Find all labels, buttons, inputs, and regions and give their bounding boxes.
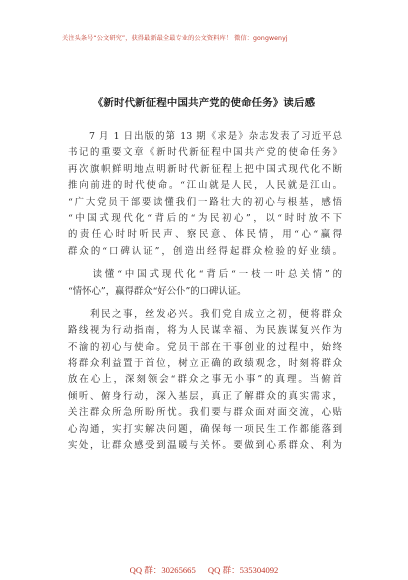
text-line: 7 月 1 日出版的第 13 期《求是》杂志发表了习近平总 (68, 131, 342, 142)
text-line: 群众的“口碑认证”，创造出经得起群众检验的好业绩。 (68, 245, 342, 257)
text-line: 的责任心时时听民声、察民意、体民情，用“心“赢得 (68, 229, 342, 241)
qq-group-1: QQ 群：30265665 (129, 565, 196, 575)
text-line: 书记的重要文章《新时代新征程中国共产党的使命任务》 (68, 147, 342, 159)
paragraph (68, 307, 342, 455)
text-line: 利民之事，丝发必兴。我们党自成立之初，便将群众 (68, 308, 342, 320)
text-line: 再次旗帜鲜明地点明新时代新征程上把中国式现代化不断 (68, 163, 342, 175)
text-line: 推向前进的时代使命。“江山就是人民，人民就是江山。 (68, 180, 342, 192)
paragraph (68, 267, 342, 300)
text-line: “中国式现代化“背后的“为民初心”，以“时时放不下 (68, 212, 342, 224)
text-line: 读懂“中国式现代化“背后“一枝一叶总关情”的 (68, 269, 342, 281)
document-title: 《新时代新征程中国共产党的使命任务》读后感 (92, 97, 316, 109)
text-line: 倾听、俯身行动，深入基层，真正了解群众的真实需求， (68, 390, 342, 402)
paragraph (68, 129, 342, 260)
text-line: “广大党员干部要读懂我们一路壮大的初心与根基，感悟 (68, 196, 342, 208)
text-line: 不渝的初心与使命。党员干部在干事创业的过程中，始终 (68, 341, 342, 353)
text-line: “情怀心”，赢得群众“好公仆”的口碑认证。 (68, 285, 247, 297)
document-body (68, 129, 342, 454)
text-line: 放在心上，深刻领会“群众之事无小事”的真理。当俯首 (68, 374, 342, 386)
text-line: 路线视为行动指南，将为人民谋幸福、为民族谋复兴作为 (68, 325, 342, 337)
text-line: 将群众利益置于首位，树立正确的政绩观念，时刻将群众 (68, 358, 342, 370)
text-line: 心沟通，实打实解决问题，确保每一项民生工作都能落到 (68, 423, 342, 435)
footer-contacts (0, 564, 408, 576)
text-line: 关注群众所急所盼所忧。我们要与群众面对面交流，心贴 (68, 407, 342, 419)
text-line: 实处，让群众感受到温暖与关怀。要做到心系群众、利为 (68, 440, 342, 452)
header-promo: 关注头条号“公文研究”，获得最新最全最专业的公文资料库！ 微信：gongwenyj (62, 35, 288, 42)
qq-group-2: QQ 群：535304092 (207, 565, 279, 575)
